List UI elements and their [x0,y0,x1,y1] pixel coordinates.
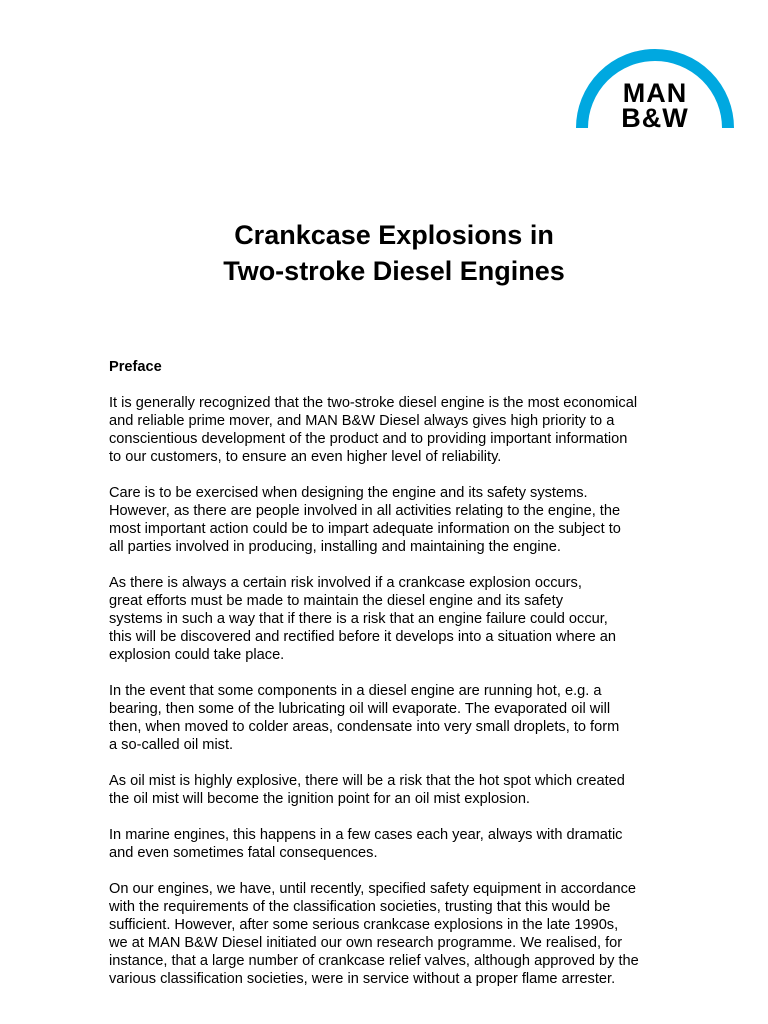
title-line: Crankcase Explosions in [234,220,554,250]
paragraph [109,826,709,862]
paragraph-line: sufficient. However, after some serious crankcase explosions in the late 1990s, [109,917,619,933]
logo-text-man: MAN [622,78,688,108]
paragraph [109,484,709,556]
paragraph-line: bearing, then some of the lubricating oil will evaporate. The evaporated oil will [109,701,611,717]
paragraph-line: explosion could take place. [109,647,285,663]
paragraph-line: instance, that a large number of crankcase relief valves, although approved by the [109,953,639,969]
paragraph-line: then, when moved to colder areas, condensate into very small droplets, to form [109,719,620,735]
title-line: Two-stroke Diesel Engines [223,256,565,286]
paragraph-line: and reliable prime mover, and MAN B&W Diesel always gives high priority to a [109,413,615,429]
paragraph-line: It is generally recognized that the two-stroke diesel engine is the most economical [109,395,638,411]
paragraph-line: As there is always a certain risk involved if a crankcase explosion occurs, [109,575,582,591]
paragraph-line: most important action could be to impart adequate information on the subject to [109,521,621,537]
paragraph-line: However, as there are people involved in all activities relating to the engine, the [109,503,621,519]
paragraph-line: the oil mist will become the ignition point for an oil mist explosion. [109,791,530,807]
paragraph-line: In marine engines, this happens in a few cases each year, always with dramatic [109,827,623,843]
paragraph [109,880,709,988]
paragraph [109,394,709,466]
paragraph-line: this will be discovered and rectified before it develops into a situation where an [109,629,617,645]
paragraph-line: On our engines, we have, until recently, specified safety equipment in accordance [109,881,637,897]
paragraph-line: Care is to be exercised when designing the engine and its safety systems. [109,485,588,501]
logo-text-bw: B&W [621,103,689,133]
document-title [0,217,768,289]
paragraph-list [109,394,709,988]
paragraph [109,574,709,664]
paragraph [109,682,709,754]
paragraph-line: all parties involved in producing, installing and maintaining the engine. [109,539,561,555]
paragraph-line: and even sometimes fatal consequences. [109,845,378,861]
company-logo [570,32,740,132]
paragraph-line: conscientious development of the product and to providing important information [109,431,628,447]
paragraph-line: In the event that some components in a diesel engine are running hot, e.g. a [109,683,602,699]
paragraph-line: As oil mist is highly explosive, there will be a risk that the hot spot which created [109,773,625,789]
document-body [109,358,709,1006]
paragraph-line: we at MAN B&W Diesel initiated our own research programme. We realised, for [109,935,623,951]
paragraph-line: to our customers, to ensure an even higher level of reliability. [109,449,502,465]
paragraph [109,772,709,808]
paragraph-line: various classification societies, were in service without a proper flame arrester. [109,971,616,987]
paragraph-line: a so-called oil mist. [109,737,234,753]
paragraph-line: with the requirements of the classification societies, trusting that this would be [109,899,611,915]
paragraph-line: great efforts must be made to maintain the diesel engine and its safety [109,593,564,609]
section-heading: Preface [109,359,162,375]
paragraph-line: systems in such a way that if there is a risk that an engine failure could occur, [109,611,608,627]
